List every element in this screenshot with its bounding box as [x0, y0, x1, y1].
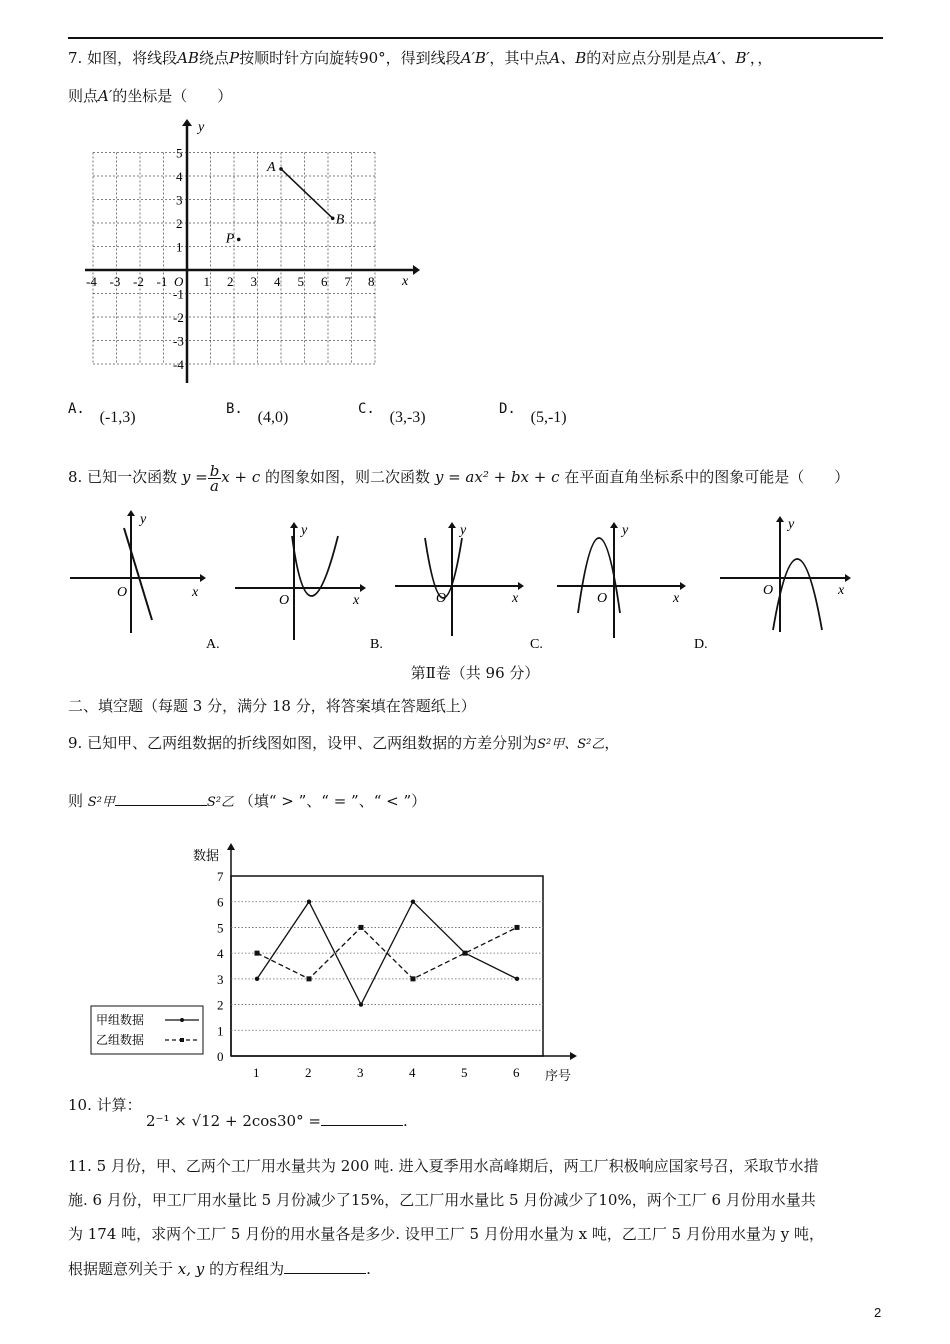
svg-text:O: O — [279, 593, 290, 608]
q11-line1: 11. 5 月份，甲、乙两个工厂用水量共为 200 吨. 进入夏季用水高峰期后，两工厂积极响应国家号召，采取节水措 — [68, 1157, 819, 1175]
q7-x-tick: 1 — [203, 274, 210, 289]
q11-line2: 施. 6 月份，甲工厂用水量比 5 月份减少了15%，乙工厂用水量比 5 月份减少了10%，两个工厂 6 月份用水量共 — [68, 1191, 816, 1209]
svg-text:x: x — [353, 593, 360, 608]
q7-y-tick: -4 — [173, 357, 184, 372]
series-yi-point — [515, 925, 520, 930]
q7-x-tick: O — [174, 274, 184, 289]
q7-x-tick: 2 — [227, 274, 234, 289]
legend-yi: 乙组数据 — [96, 1033, 145, 1047]
q7-x-ticks — [86, 274, 375, 289]
q7-y-label: y — [198, 120, 205, 135]
q7-x-tick: 8 — [368, 274, 375, 289]
q9-line1: 9. 已知甲、乙两组数据的折线图如图，设甲、乙两组数据的方差分别为S²甲、S²乙， — [68, 734, 620, 752]
q9-y-tick: 3 — [217, 971, 224, 987]
q9-y-tick: 6 — [217, 894, 224, 910]
q8-option-c[interactable]: C. — [530, 637, 543, 652]
q9-legend — [91, 1006, 203, 1054]
svg-text:y: y — [622, 523, 629, 538]
svg-text:x: x — [838, 583, 845, 598]
series-yi-point — [307, 976, 312, 981]
q11-answer-blank[interactable] — [284, 1273, 366, 1274]
q7-y-tick: -3 — [173, 333, 184, 349]
q9-line2: 则 S²甲 S²乙 （填“ > ”、“ = ”、“ < ”） — [68, 792, 427, 810]
q9-x-tick: 2 — [305, 1065, 312, 1080]
series-yi-point — [463, 951, 468, 956]
q8-text: 8. 已知一次函数 y = $\frac{b}{a}$ x + c 的图象如图，则二次函数 y = ax² + bx + c 在平面直角坐标系中的图象可能是（ ） — [68, 461, 850, 495]
series-jia-point — [359, 1002, 363, 1006]
q9-line-chart — [85, 838, 585, 1088]
q8-option-a-graph — [235, 522, 366, 640]
q9-gridlines — [231, 902, 543, 1031]
q9-y-tick: 1 — [217, 1023, 224, 1039]
q8-option-d[interactable]: D. — [694, 637, 708, 652]
series-jia-point — [515, 977, 519, 981]
series-jia-point — [255, 977, 259, 981]
svg-text:x: x — [673, 591, 680, 606]
q8-graphs — [60, 508, 890, 658]
q7-x-tick: -4 — [86, 274, 97, 289]
q7-y-tick: 4 — [176, 169, 183, 184]
q9-xlabel: 序号 — [545, 1068, 572, 1083]
section-title: 第Ⅱ卷（共 96 分） — [410, 664, 540, 682]
q9-y-tick: 4 — [217, 946, 224, 962]
q7-x-tick: 5 — [297, 274, 304, 289]
q11-line4: 根据题意列关于 x, y 的方程组为 . — [68, 1260, 371, 1278]
q8-option-d-graph — [720, 516, 851, 632]
q7-x-label: x — [402, 274, 409, 289]
svg-text:x: x — [512, 591, 519, 606]
q8-option-b-graph — [395, 522, 524, 636]
q7-option-a[interactable]: A. (-1,3) — [68, 401, 136, 426]
q7-y-tick: 5 — [176, 145, 183, 161]
svg-text:y: y — [301, 523, 308, 538]
q7-x-tick: -2 — [133, 274, 144, 289]
point-b — [331, 217, 335, 221]
q9-y-tick: 2 — [217, 997, 224, 1013]
series-jia-point — [307, 900, 311, 904]
q7-y-tick: -2 — [173, 310, 184, 325]
q9-y-tick: 7 — [217, 869, 224, 884]
series-yi-point — [359, 925, 364, 930]
q9-ylabel: 数据 — [193, 848, 220, 863]
q9-answer-blank[interactable] — [115, 805, 207, 806]
q7-line1: 7. 如图，将线段AB绕点P按顺时针方向旋转90°，得到线段A′B′，其中点A、B的对应点分别是点A′、B′，， — [68, 49, 773, 67]
q7-y-tick: 1 — [176, 239, 183, 255]
q10-answer-blank[interactable] — [321, 1125, 403, 1126]
q7-x-arrow — [413, 265, 420, 275]
q7-x-tick: 6 — [321, 274, 328, 289]
q7-x-tick: 7 — [344, 274, 351, 289]
q9-y-tick: 0 — [217, 1049, 224, 1064]
q9-y-tick: 5 — [217, 920, 224, 936]
point-a-label: A — [267, 159, 276, 175]
page-number: 2 — [874, 1305, 882, 1320]
q8-linear-line — [124, 528, 152, 620]
q11-line3: 为 174 吨，求两个工厂 5 月份的用水量各是多少. 设甲工厂 5 月份用水量为 x 吨，乙工厂 5 月份用水量为 y 吨， — [68, 1225, 824, 1243]
svg-text:y: y — [788, 517, 795, 532]
q9-plot-frame — [231, 876, 543, 1056]
series-jia-point — [411, 900, 415, 904]
q7-y-tick: 2 — [176, 216, 183, 231]
point-a — [279, 167, 283, 171]
series-yi-point — [255, 951, 260, 956]
q7-x-tick: -3 — [109, 274, 121, 289]
svg-text:y: y — [460, 523, 467, 538]
q7-option-c[interactable]: C. (3,-3) — [358, 401, 426, 426]
q9-x-ticks — [253, 1065, 520, 1080]
point-p — [237, 238, 241, 242]
q10-label: 10. 计算： — [68, 1096, 142, 1114]
q7-y-tick: -1 — [173, 286, 184, 302]
svg-text:O: O — [763, 583, 774, 598]
svg-text:O: O — [597, 591, 608, 606]
q7-x-tick: 4 — [274, 274, 281, 289]
q7-y-ticks — [173, 146, 184, 373]
point-p-label: P — [225, 231, 235, 247]
q8-linear-graph — [70, 510, 206, 633]
q9-x-tick: 1 — [253, 1065, 260, 1080]
q7-line2: 则点A′的坐标是（ ） — [68, 87, 233, 105]
q7-y-arrow — [182, 119, 192, 126]
q8-option-a[interactable]: A. — [206, 637, 220, 652]
q9-x-tick: 5 — [461, 1065, 468, 1080]
top-rule — [68, 37, 883, 39]
series-jia-line — [257, 902, 517, 1005]
q9-x-tick: 3 — [357, 1065, 364, 1080]
q9-x-tick: 4 — [409, 1065, 416, 1080]
q7-option-d[interactable]: D. (5,-1) — [499, 401, 567, 426]
q9-y-ticks — [217, 869, 224, 1064]
svg-text:O: O — [117, 585, 128, 600]
q7-option-b[interactable]: B. (4,0) — [226, 401, 289, 426]
section-heading: 二、填空题（每题 3 分，满分 18 分，将答案填在答题纸上） — [68, 697, 476, 715]
point-b-label: B — [335, 212, 345, 228]
q7-y-tick: 3 — [176, 192, 183, 208]
svg-text:O: O — [436, 591, 447, 606]
series-yi-point — [411, 976, 416, 981]
svg-text:x: x — [192, 585, 199, 600]
svg-text:y: y — [140, 512, 147, 527]
q7-grid-figure — [75, 118, 420, 388]
q9-x-tick: 6 — [513, 1065, 520, 1080]
q7-x-tick: -1 — [156, 274, 168, 289]
q10-expression: 2⁻¹ × √12 + 2cos30° = . — [146, 1112, 408, 1130]
q8-option-c-graph — [557, 522, 686, 638]
q8-option-b[interactable]: B. — [370, 637, 383, 652]
q7-grid-lines — [93, 153, 375, 365]
legend-jia: 甲组数据 — [96, 1013, 145, 1027]
q7-x-tick: 3 — [250, 274, 257, 289]
